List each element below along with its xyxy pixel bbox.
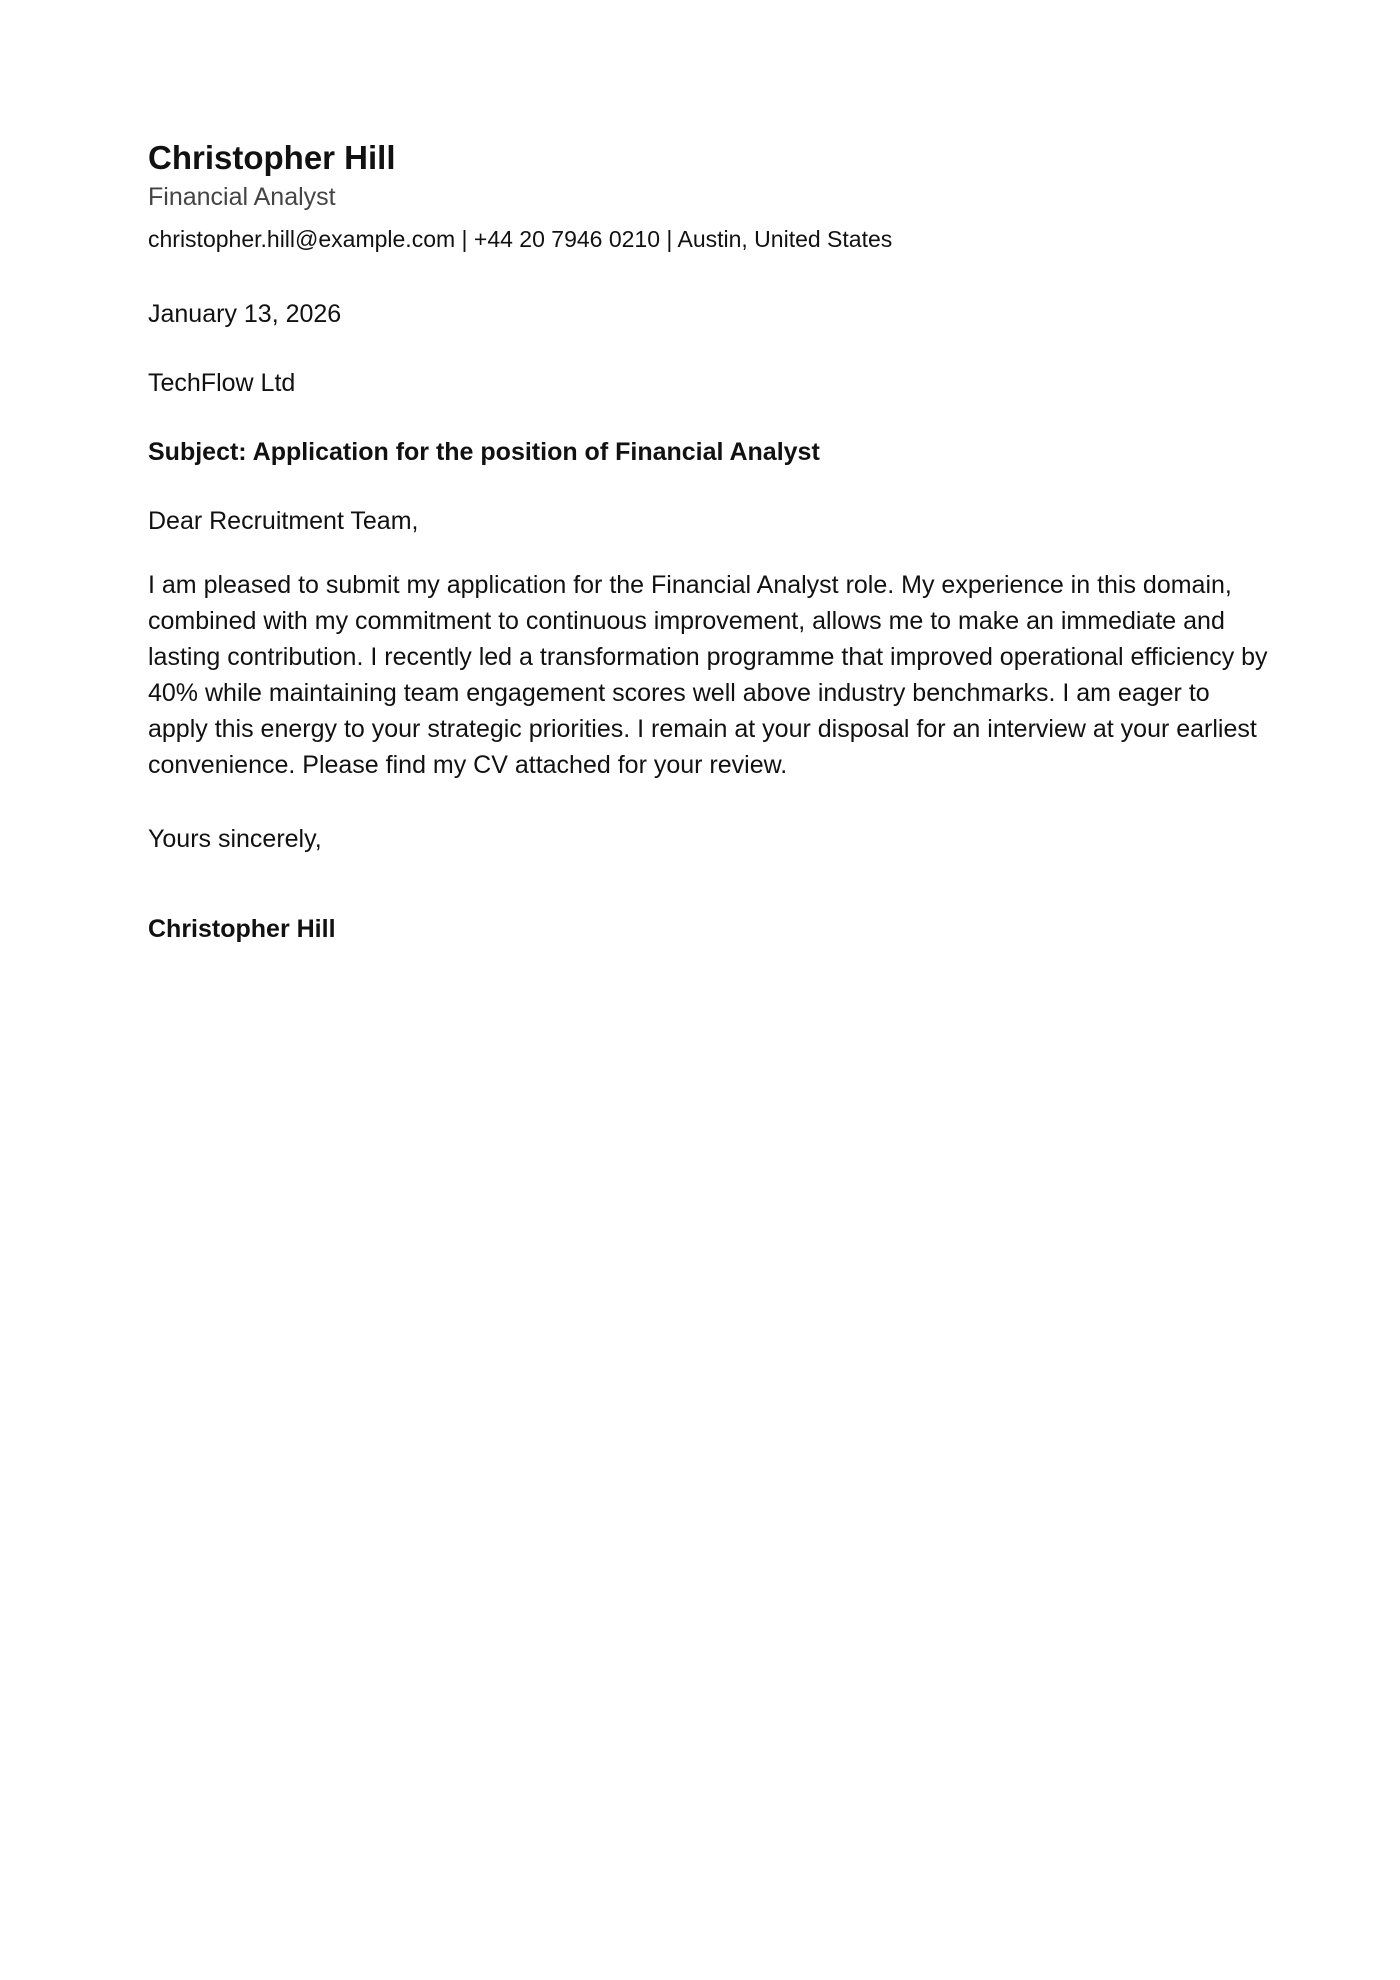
recipient-company: TechFlow Ltd [148, 369, 296, 397]
sender-name: Christopher Hill [148, 139, 396, 176]
sender-job-title: Financial Analyst [148, 183, 336, 211]
letter-content [148, 136, 1268, 947]
letter-closing: Yours sincerely, [148, 825, 322, 853]
letter-salutation: Dear Recruitment Team, [148, 507, 419, 535]
letter-body-paragraph: I am pleased to submit my application for the Financial Analyst role. My experience in this domain, combined with my commitment to continuous improvement, allows me to make an immediate and lasting contribution. I recently led a transformation programme that improved operational efficiency by 40% while maintaining team engagement scores well above industry benchmarks. I am eager to apply this energy to your strategic priorities. I remain at your disposal for an interview at your earliest convenience. Please find my CV attached for your review. [148, 571, 1268, 779]
sender-contact-line: christopher.hill@example.com | +44 20 7946 0210 | Austin, United States [148, 226, 893, 252]
letter-date: January 13, 2026 [148, 300, 342, 328]
letter-subject: Subject: Application for the position of Financial Analyst [148, 438, 820, 466]
letter-signature: Christopher Hill [148, 915, 336, 943]
